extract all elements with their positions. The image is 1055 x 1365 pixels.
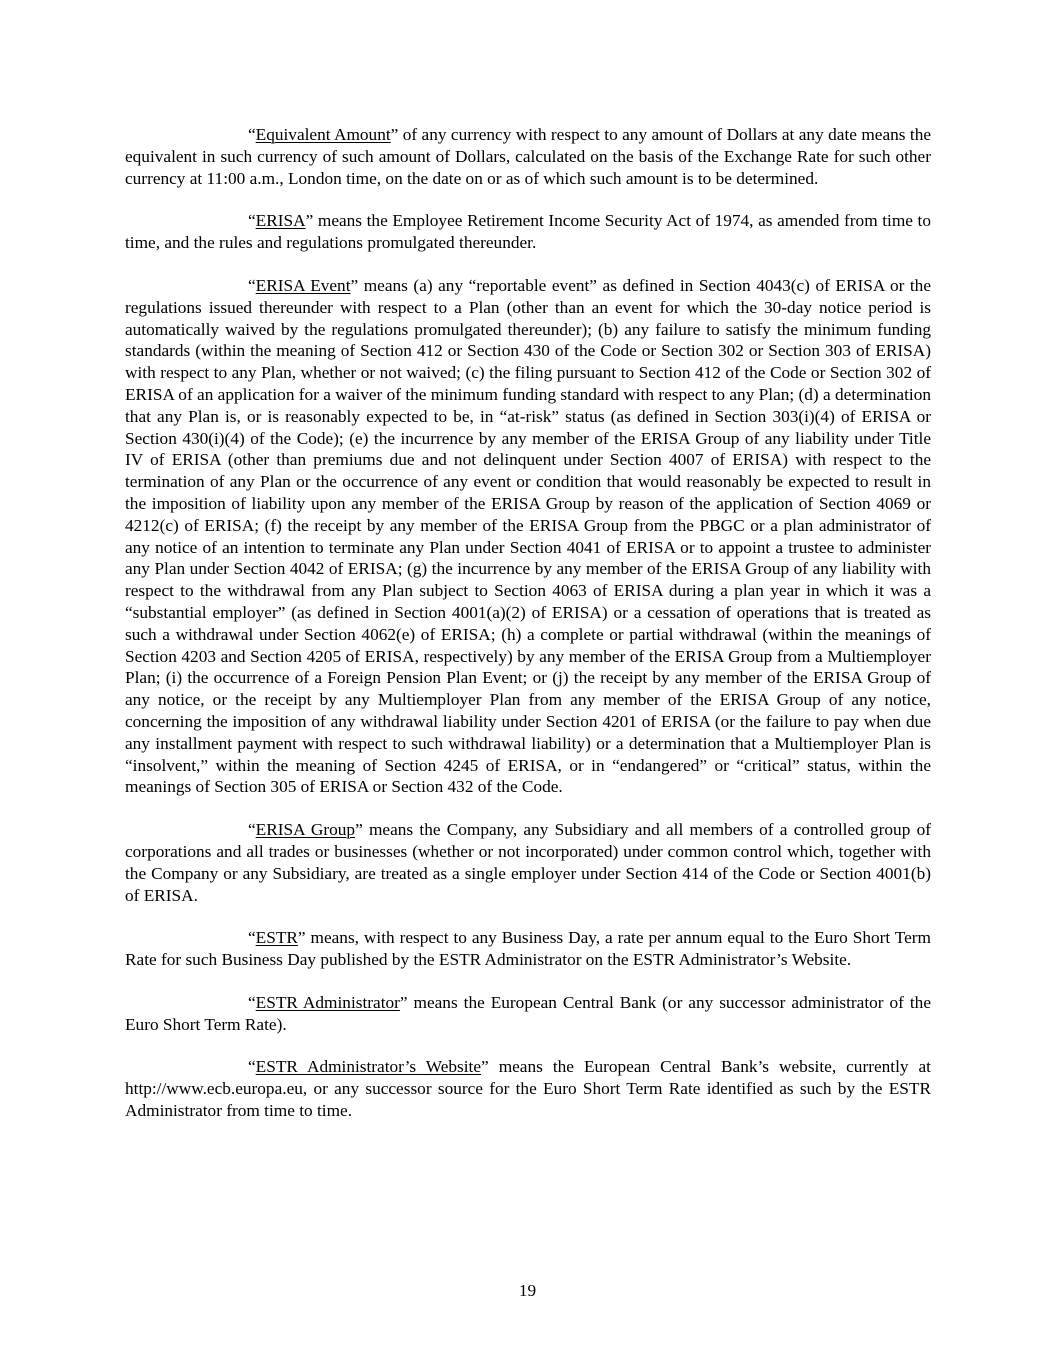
definition-erisa-group xyxy=(125,819,931,906)
open-quote: “ xyxy=(248,928,256,948)
page-number: 19 xyxy=(518,1281,537,1300)
close-quote: ” xyxy=(305,211,314,231)
definition-estr-administrator xyxy=(125,992,931,1036)
definition-estr xyxy=(125,927,931,971)
defined-term: ERISA xyxy=(255,211,306,231)
definition-text: of any currency with respect to any amount of Dollars at any date means the equivalent in such currency of such amount of Dollars, calculated on the basis of the Exchange Rate for such other currency at 11:00 a.m., London time, on the date on or as of which such amount is to be determined. xyxy=(125,125,932,188)
open-quote: “ xyxy=(248,992,256,1012)
defined-term: ERISA Group xyxy=(255,820,356,840)
defined-term: ESTR xyxy=(255,928,298,948)
open-quote: “ xyxy=(248,1057,256,1077)
definition-text: means (a) any “reportable event” as defined in Section 4043(c) of ERISA or the regulations issued thereunder with respect to a Plan (other than an event for which the 30-day notice period is automatically waived by the regulations promulgated thereunder); (b) any failure to satisfy the minimum funding standards (within the meaning of Section 412 or Section 430 of the Code or Section 302 or Section 303 of ERISA) with respect to any Plan, whether or not waived; (c) the filing pursuant to Section 412 of the Code or Section 302 of ERISA of an application for a waiver of the minimum funding standard with respect to any Plan; (d) a determination that any Plan is, or is reasonably expected to be, in “at-risk” status (as defined in Section 303(i)(4) of ERISA or Section 430(i)(4) of the Code); (e) the incurrence by any member of the ERISA Group of any liability under Title IV of ERISA (other than premiums due and not delinquent under Section 4007 of ERISA) with respect to the termination of any Plan or the occurrence of any event or condition that would reasonably be expected to result in the imposition of liability upon any member of the ERISA Group by reason of the application of Section 4069 or 4212(c) of ERISA; (f) the receipt by any member of the ERISA Group from the PBGC or a plan administrator of any notice of an intention to terminate any Plan under Section 4041 of ERISA or to appoint a trustee to administer any Plan under Section 4042 of ERISA; (g) the incurrence by any member of the ERISA Group of any liability with respect to the withdrawal from any Plan subject to Section 4063 of ERISA during a plan year in which it was a “substantial employer” (as defined in Section 4001(a)(2) of ERISA) or a cessation of operations that is treated as such a withdrawal under Section 4062(e) of ERISA; (h) a complete or partial withdrawal (within the meanings of Section 4203 and Section 4205 of ERISA, respectively) by any member of the ERISA Group from a Multiemployer Plan; (i) the occurrence of a Foreign Pension Plan Event; or (j) the receipt by any member of the ERISA Group of any notice, or the receipt by any Multiemployer Plan from any member of the ERISA Group of any notice, concerning the imposition of any withdrawal liability under Section 4201 of ERISA (or the failure to pay when due any installment payment with respect to such withdrawal liability) or a determination that a Multiemployer Plan is “insolvent,” within the meaning of Section 4245 of ERISA, or in “endangered” or “critical” status, within the meanings of Section 305 of ERISA or Section 432 of the Code. xyxy=(125,275,931,797)
close-quote: ” xyxy=(390,125,399,144)
open-quote: “ xyxy=(248,820,256,840)
defined-term: ESTR Administrator’s Website xyxy=(255,1057,482,1077)
definition-erisa-event xyxy=(125,275,931,798)
open-quote: “ xyxy=(248,211,256,231)
open-quote: “ xyxy=(248,275,256,295)
document-body xyxy=(125,124,931,1143)
defined-term: ERISA Event xyxy=(255,275,351,295)
defined-term: Equivalent Amount xyxy=(255,125,391,144)
open-quote: “ xyxy=(248,125,256,144)
definition-estr-administrators-website xyxy=(125,1056,931,1121)
close-quote: ” xyxy=(481,1057,489,1077)
close-quote: ” xyxy=(355,820,363,840)
close-quote: ” xyxy=(297,928,306,948)
definition-text: means the European Central Bank’s website, currently at http://www.ecb.europa.eu, or any successor source for the Euro Short Term Rate identified as such by the ESTR Administrator from time to time. xyxy=(125,1057,931,1121)
close-quote: ” xyxy=(399,992,408,1012)
definition-text: means the European Central Bank (or any successor administrator of the Euro Short Term Rate). xyxy=(125,992,931,1034)
definition-erisa xyxy=(125,210,931,254)
definition-equivalent-amount xyxy=(125,124,931,189)
close-quote: ” xyxy=(350,275,359,295)
definition-text: means, with respect to any Business Day, a rate per annum equal to the Euro Short Term Rate for such Business Day published by the ESTR Administrator on the ESTR Administrator’s Website. xyxy=(125,928,931,970)
definition-text: means the Employee Retirement Income Security Act of 1974, as amended from time to time, and the rules and regulations promulgated thereunder. xyxy=(125,211,931,253)
definition-text: means the Company, any Subsidiary and all members of a controlled group of corporations and all trades or businesses (whether or not incorporated) under common control which, together with the Company or any Subsidiary, are treated as a single employer under Section 414 of the Code or Section 4001(b) of ERISA. xyxy=(125,820,931,905)
defined-term: ESTR Administrator xyxy=(255,992,400,1012)
